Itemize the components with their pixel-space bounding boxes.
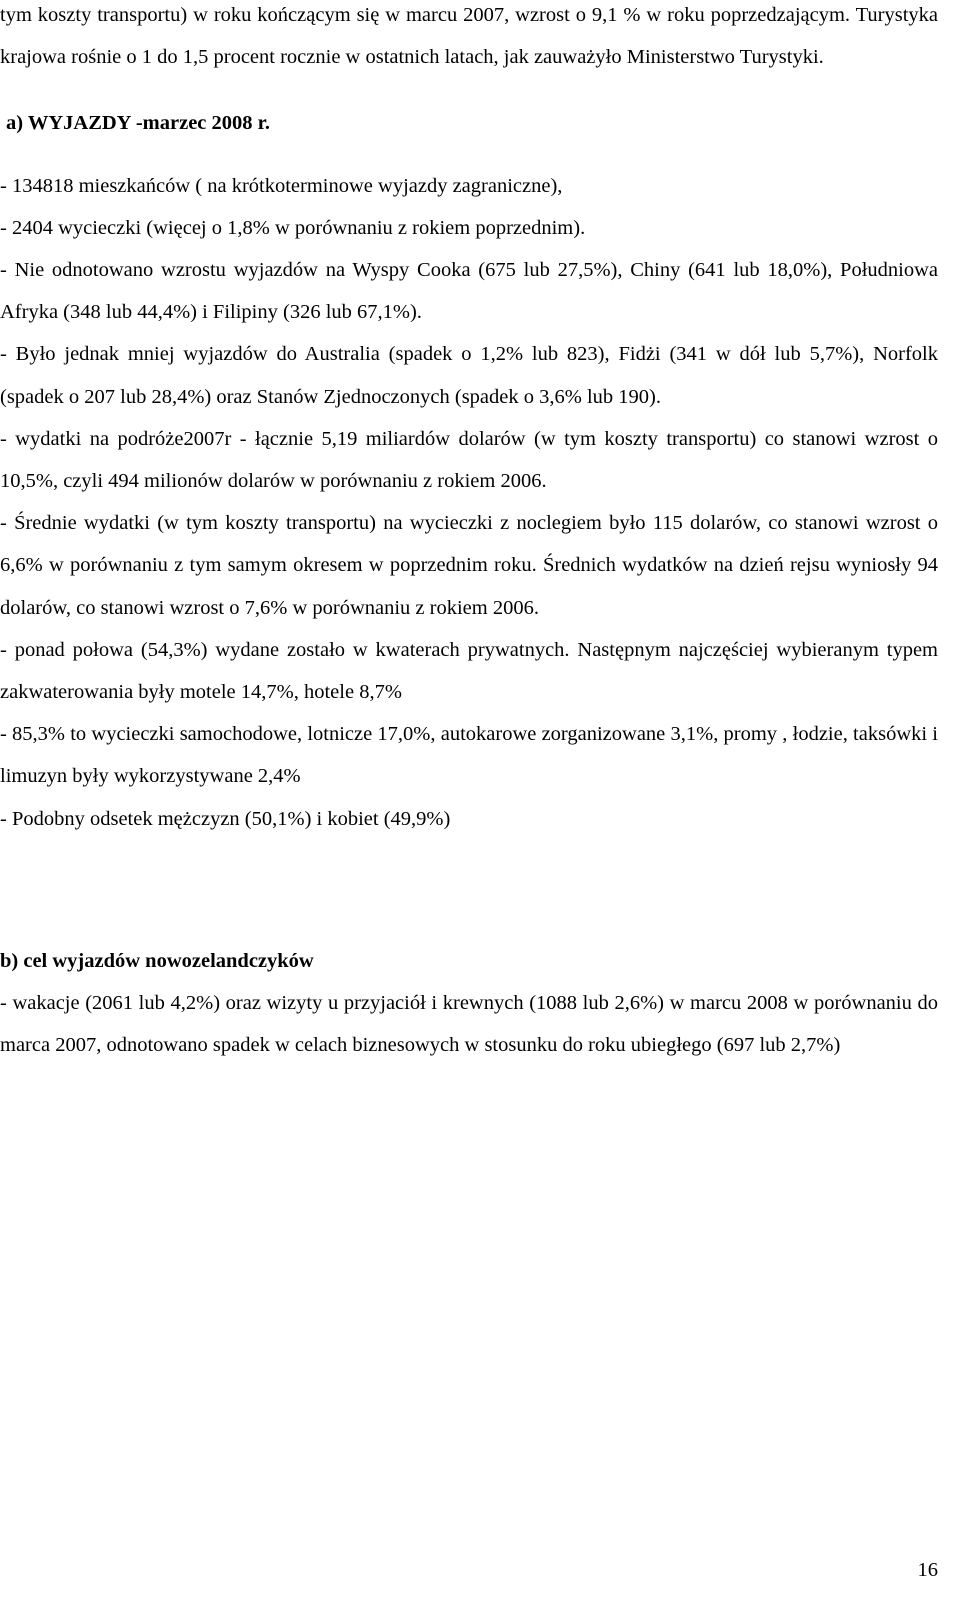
section-a-item-3: - Nie odnotowano wzrostu wyjazdów na Wyspy Cooka (675 lub 27,5%), Chiny (641 lub 18,0%), Południowa Afryka (348 lub 44,4%) i Filipiny (326 lub 67,1%). — [0, 259, 938, 324]
section-a-item-7: - ponad połowa (54,3%) wydane zostało w kwaterach prywatnych. Następnym najczęściej wybieranym typem zakwaterowania były motele 14,7%, hotele 8,7% — [0, 638, 938, 704]
section-a-item-8: - 85,3% to wycieczki samochodowe, lotnicze 17,0%, autokarowe zorganizowane 3,1%, promy , łodzie, taksówki i limuzyn były wykorzystywane 2,4% — [0, 723, 938, 788]
section-b-paragraph: - wakacje (2061 lub 4,2%) oraz wizyty u przyjaciół i krewnych (1088 lub 2,6%) w marcu 2008 w porównaniu do marca 2007, odnotowano spadek w celach biznesowych w stosunku do roku ubiegłego (697 lub 2,7%) — [0, 992, 938, 1057]
section-a-item-6: - Średnie wydatki (w tym koszty transportu) na wycieczki z noclegiem było 115 dolarów, co stanowi wzrost o 6,6% w porównaniu z tym samym okresem w poprzednim roku. Średnich wydatków na dzień rejsu wyniosły 94 dolarów, co stanowi wzrost o 7,6% w porównaniu z rokiem 2006. — [0, 512, 938, 619]
section-a-item-5: - wydatki na podróże2007r - łącznie 5,19 miliardów dolarów (w tym koszty transportu) co stanowi wzrost o 10,5%, czyli 494 milionów dolarów w porównaniu z rokiem 2006. — [0, 427, 938, 493]
section-a-item-2: - 2404 wycieczki (więcej o 1,8% w porównaniu z rokiem poprzednim). — [0, 216, 586, 239]
intro-paragraph: tym koszty transportu) w roku kończącym się w marcu 2007, wzrost o 9,1 % w roku poprzedzającym. Turystyka krajowa rośnie o 1 do 1,5 procent rocznie w ostatnich latach, jak zauważyło Ministerstwo Turystyki. — [0, 4, 938, 69]
page-number: 16 — [917, 1559, 938, 1581]
section-a-item-4: - Było jednak mniej wyjazdów do Australia (spadek o 1,2% lub 823), Fidżi (341 w dół lub 5,7%), Norfolk (spadek o 207 lub 28,4%) oraz Stanów Zjednoczonych (spadek o 3,6% lub 190). — [0, 343, 938, 408]
section-a-item-1: - 134818 mieszkańców ( na krótkoterminowe wyjazdy zagraniczne), — [0, 174, 563, 197]
section-a-item-9: - Podobny odsetek mężczyzn (50,1%) i kobiet (49,9%) — [0, 807, 451, 830]
section-b-heading: b) cel wyjazdów nowozelandczyków — [0, 949, 314, 972]
section-a-heading: a) WYJAZDY -marzec 2008 r. — [6, 112, 270, 135]
